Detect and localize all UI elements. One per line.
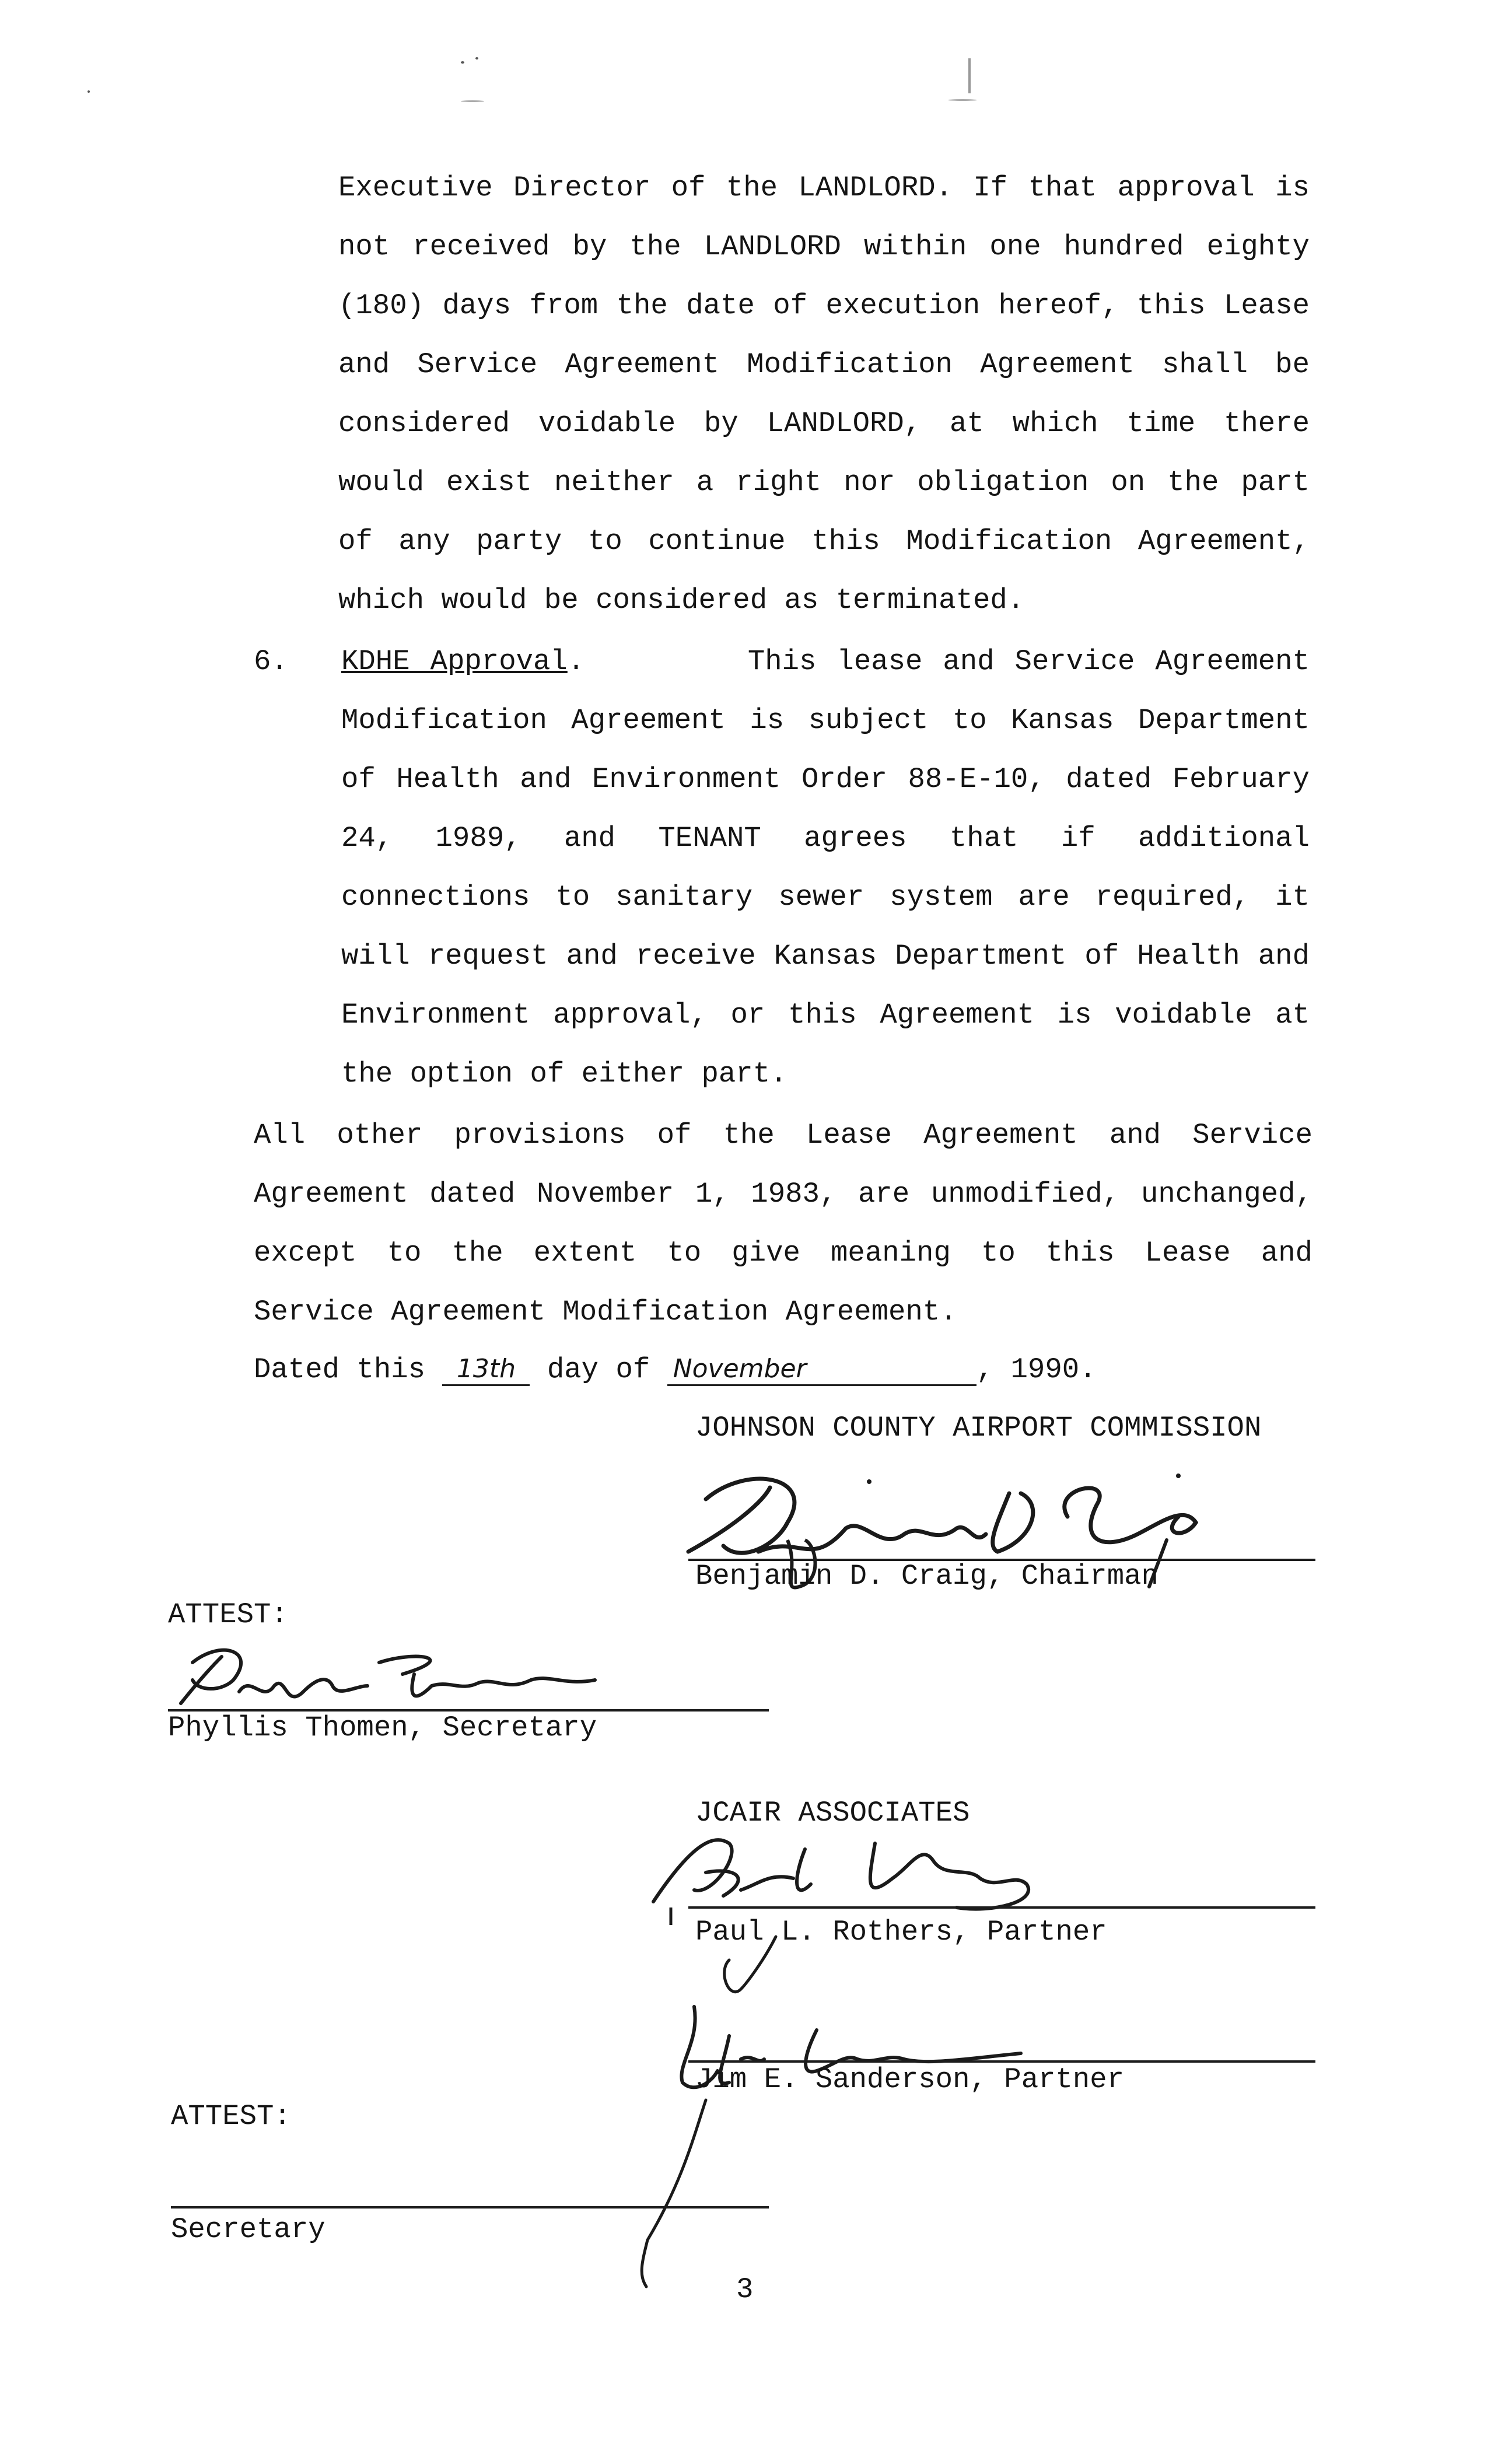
dated-prefix: Dated this	[254, 1353, 426, 1386]
item-number: 6.	[254, 645, 288, 678]
rothers-signature-line	[688, 1906, 1315, 1909]
heading-period: .	[567, 645, 585, 678]
dated-middle: day of	[547, 1353, 650, 1386]
continued-paragraph: Executive Director of the LANDLORD. If that approval is not received by the LANDLORD within one hundred eighty (180) days from the date of execution hereof, this Lease and Service Agreement Modification Agreement shall be considered voidable by LANDLORD, at which time there would exist neither a right nor obligation on the part of any party to continue this Modification Agreement, which would be considered as terminated.	[338, 172, 1310, 617]
thomen-name: Phyllis Thomen, Secretary	[168, 1712, 597, 1744]
scan-speck	[475, 57, 478, 60]
craig-name: Benjamin D. Craig, Chairman	[695, 1560, 1158, 1592]
kdhe-approval-paragraph	[341, 632, 1310, 1104]
scan-speck	[968, 58, 971, 93]
commission-name: JOHNSON COUNTY AIRPORT COMMISSION	[695, 1412, 1262, 1444]
rothers-name: Paul L. Rothers, Partner	[695, 1916, 1107, 1948]
scan-speck	[88, 90, 90, 93]
sanderson-name: Jim E. Sanderson, Partner	[695, 2063, 1125, 2096]
scan-speck	[461, 61, 464, 64]
page-number: 3	[736, 2273, 754, 2306]
dated-year: , 1990.	[976, 1353, 1097, 1386]
other-provisions-paragraph: All other provisions of the Lease Agreement and Service Agreement dated November 1, 1983, are unmodified, unchanged, except to the extent to give meaning to this Lease and Service Agreement Modification Agreement.	[254, 1119, 1312, 1328]
kdhe-approval-heading: KDHE Approval	[341, 645, 568, 678]
attest-label-2: ATTEST:	[171, 2100, 291, 2133]
attest-label-1: ATTEST:	[168, 1598, 288, 1631]
dated-line	[254, 1352, 1097, 1387]
dated-month: November	[667, 1354, 977, 1386]
scan-speck	[948, 99, 977, 101]
secretary-signature-line	[171, 2206, 769, 2208]
kdhe-approval-text: This lease and Service Agreement Modification Agreement is subject to Kansas Department of Health and Environment Order 88-E-10, dated February 24, 1989, and TENANT agrees that if additional connections to sanitary sewer system are required, it will request and receive Kansas Department of Health and Environment approval, or this Agreement is voidable at the option of either part.	[341, 645, 1310, 1090]
sanderson-signature	[612, 1937, 1079, 2298]
scan-speck	[461, 100, 484, 102]
associates-name: JCAIR ASSOCIATES	[695, 1797, 970, 1829]
dated-day: 13th	[442, 1354, 530, 1386]
secretary-label: Secretary	[171, 2213, 326, 2246]
